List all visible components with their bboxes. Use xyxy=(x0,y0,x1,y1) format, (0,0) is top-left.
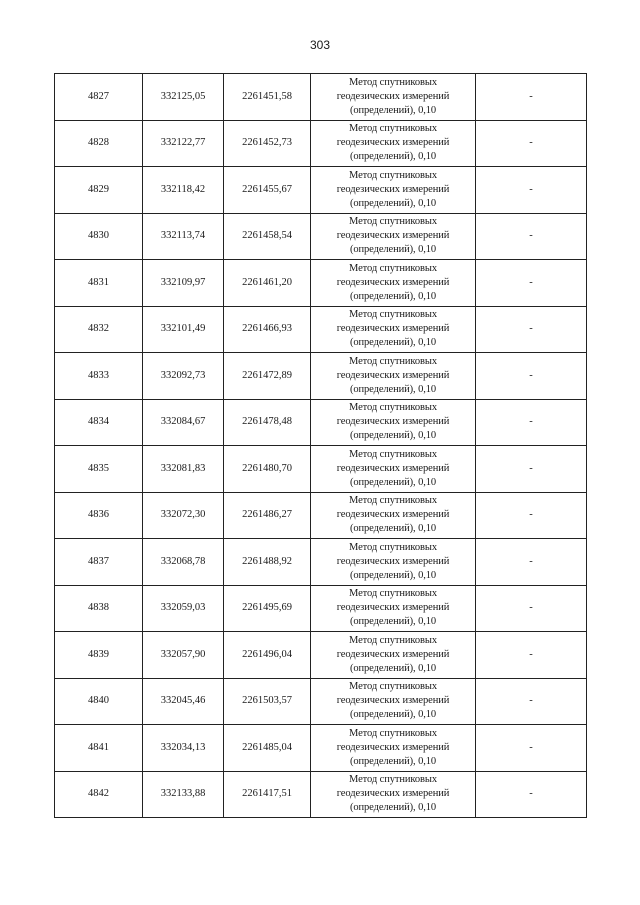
method-line: геодезических измерений xyxy=(336,230,450,242)
x-coordinate-cell: 332118,42 xyxy=(143,167,224,214)
method-line: (определений), 0,10 xyxy=(349,383,437,395)
method-line: (определений), 0,10 xyxy=(349,197,437,209)
y-coordinate-cell: 2261485,04 xyxy=(224,725,311,772)
y-coordinate-cell: 2261417,51 xyxy=(224,771,311,818)
point-number-cell: 4828 xyxy=(55,120,143,167)
method-line: Метод спутниковых xyxy=(349,262,437,274)
method-line: (определений), 0,10 xyxy=(349,337,437,349)
method-line: Метод спутниковых xyxy=(349,123,437,135)
method-line: (определений), 0,10 xyxy=(349,476,437,488)
note-cell: - xyxy=(476,771,587,818)
point-number-cell: 4834 xyxy=(55,399,143,446)
method-cell xyxy=(311,446,476,493)
x-coordinate-cell: 332081,83 xyxy=(143,446,224,493)
method-line: Метод спутниковых xyxy=(349,216,437,228)
x-coordinate-cell: 332125,05 xyxy=(143,74,224,121)
y-coordinate-cell: 2261451,58 xyxy=(224,74,311,121)
method-line: Метод спутниковых xyxy=(349,355,437,367)
method-line: Метод спутниковых xyxy=(349,681,437,693)
point-number-cell: 4838 xyxy=(55,585,143,632)
x-coordinate-cell: 332113,74 xyxy=(143,213,224,260)
note-cell: - xyxy=(476,725,587,772)
method-line: (определений), 0,10 xyxy=(349,569,437,581)
table-row xyxy=(55,585,587,632)
note-cell: - xyxy=(476,539,587,586)
table-row xyxy=(55,306,587,353)
method-line: геодезических измерений xyxy=(336,90,450,102)
table-row xyxy=(55,120,587,167)
method-line: Метод спутниковых xyxy=(349,774,437,786)
x-coordinate-cell: 332072,30 xyxy=(143,492,224,539)
method-line: Метод спутниковых xyxy=(349,634,437,646)
note-cell: - xyxy=(476,678,587,725)
y-coordinate-cell: 2261496,04 xyxy=(224,632,311,679)
method-cell xyxy=(311,167,476,214)
y-coordinate-cell: 2261495,69 xyxy=(224,585,311,632)
method-line: геодезических измерений xyxy=(336,695,450,707)
method-cell xyxy=(311,771,476,818)
table-row xyxy=(55,446,587,493)
y-coordinate-cell: 2261452,73 xyxy=(224,120,311,167)
point-number-cell: 4835 xyxy=(55,446,143,493)
x-coordinate-cell: 332133,88 xyxy=(143,771,224,818)
x-coordinate-cell: 332109,97 xyxy=(143,260,224,307)
method-line: геодезических измерений xyxy=(336,602,450,614)
table-row xyxy=(55,353,587,400)
table-row xyxy=(55,678,587,725)
method-line: (определений), 0,10 xyxy=(349,662,437,674)
table-row xyxy=(55,399,587,446)
page-number: 303 xyxy=(309,38,331,52)
x-coordinate-cell: 332084,67 xyxy=(143,399,224,446)
note-cell: - xyxy=(476,260,587,307)
y-coordinate-cell: 2261503,57 xyxy=(224,678,311,725)
method-line: геодезических измерений xyxy=(336,462,450,474)
point-number-cell: 4842 xyxy=(55,771,143,818)
point-number-cell: 4840 xyxy=(55,678,143,725)
method-cell xyxy=(311,74,476,121)
y-coordinate-cell: 2261480,70 xyxy=(224,446,311,493)
method-line: Метод спутниковых xyxy=(349,727,437,739)
note-cell: - xyxy=(476,446,587,493)
method-cell xyxy=(311,213,476,260)
method-line: (определений), 0,10 xyxy=(349,523,437,535)
method-line: Метод спутниковых xyxy=(349,309,437,321)
method-line: (определений), 0,10 xyxy=(349,290,437,302)
method-line: Метод спутниковых xyxy=(349,588,437,600)
method-line: (определений), 0,10 xyxy=(349,755,437,767)
method-line: Метод спутниковых xyxy=(349,169,437,181)
y-coordinate-cell: 2261488,92 xyxy=(224,539,311,586)
method-line: геодезических измерений xyxy=(336,741,450,753)
method-cell xyxy=(311,585,476,632)
table-row xyxy=(55,725,587,772)
method-line: (определений), 0,10 xyxy=(349,709,437,721)
method-line: геодезических измерений xyxy=(336,323,450,335)
method-line: (определений), 0,10 xyxy=(349,430,437,442)
x-coordinate-cell: 332057,90 xyxy=(143,632,224,679)
method-cell xyxy=(311,725,476,772)
method-line: Метод спутниковых xyxy=(349,495,437,507)
method-line: геодезических измерений xyxy=(336,509,450,521)
method-line: Метод спутниковых xyxy=(349,76,437,88)
method-line: геодезических измерений xyxy=(336,648,450,660)
note-cell: - xyxy=(476,213,587,260)
note-cell: - xyxy=(476,120,587,167)
method-line: геодезических измерений xyxy=(336,555,450,567)
table-row xyxy=(55,74,587,121)
table-row xyxy=(55,632,587,679)
y-coordinate-cell: 2261466,93 xyxy=(224,306,311,353)
method-cell xyxy=(311,353,476,400)
method-line: Метод спутниковых xyxy=(349,448,437,460)
y-coordinate-cell: 2261486,27 xyxy=(224,492,311,539)
note-cell: - xyxy=(476,353,587,400)
x-coordinate-cell: 332068,78 xyxy=(143,539,224,586)
table-row xyxy=(55,492,587,539)
point-number-cell: 4841 xyxy=(55,725,143,772)
table-row xyxy=(55,260,587,307)
note-cell: - xyxy=(476,399,587,446)
point-number-cell: 4827 xyxy=(55,74,143,121)
note-cell: - xyxy=(476,492,587,539)
x-coordinate-cell: 332092,73 xyxy=(143,353,224,400)
method-line: (определений), 0,10 xyxy=(349,802,437,814)
method-cell xyxy=(311,539,476,586)
method-line: геодезических измерений xyxy=(336,137,450,149)
x-coordinate-cell: 332034,13 xyxy=(143,725,224,772)
x-coordinate-cell: 332101,49 xyxy=(143,306,224,353)
x-coordinate-cell: 332122,77 xyxy=(143,120,224,167)
note-cell: - xyxy=(476,167,587,214)
note-cell: - xyxy=(476,306,587,353)
method-cell xyxy=(311,492,476,539)
note-cell: - xyxy=(476,585,587,632)
method-line: геодезических измерений xyxy=(336,369,450,381)
table-row xyxy=(55,539,587,586)
point-number-cell: 4832 xyxy=(55,306,143,353)
method-line: геодезических измерений xyxy=(336,183,450,195)
method-line: (определений), 0,10 xyxy=(349,244,437,256)
method-cell xyxy=(311,399,476,446)
method-line: (определений), 0,10 xyxy=(349,616,437,628)
note-cell: - xyxy=(476,632,587,679)
method-cell xyxy=(311,260,476,307)
point-number-cell: 4831 xyxy=(55,260,143,307)
method-line: Метод спутниковых xyxy=(349,541,437,553)
coordinates-table xyxy=(54,73,587,818)
x-coordinate-cell: 332045,46 xyxy=(143,678,224,725)
coordinates-table-body xyxy=(55,74,587,818)
method-line: (определений), 0,10 xyxy=(349,151,437,163)
y-coordinate-cell: 2261458,54 xyxy=(224,213,311,260)
method-cell xyxy=(311,306,476,353)
method-line: геодезических измерений xyxy=(336,416,450,428)
method-line: Метод спутниковых xyxy=(349,402,437,414)
table-row xyxy=(55,213,587,260)
point-number-cell: 4836 xyxy=(55,492,143,539)
method-line: (определений), 0,10 xyxy=(349,104,437,116)
table-row xyxy=(55,771,587,818)
note-cell: - xyxy=(476,74,587,121)
x-coordinate-cell: 332059,03 xyxy=(143,585,224,632)
method-line: геодезических измерений xyxy=(336,788,450,800)
method-cell xyxy=(311,632,476,679)
table-row xyxy=(55,167,587,214)
y-coordinate-cell: 2261472,89 xyxy=(224,353,311,400)
point-number-cell: 4830 xyxy=(55,213,143,260)
method-line: геодезических измерений xyxy=(336,276,450,288)
y-coordinate-cell: 2261461,20 xyxy=(224,260,311,307)
point-number-cell: 4833 xyxy=(55,353,143,400)
method-cell xyxy=(311,120,476,167)
point-number-cell: 4837 xyxy=(55,539,143,586)
point-number-cell: 4839 xyxy=(55,632,143,679)
y-coordinate-cell: 2261455,67 xyxy=(224,167,311,214)
point-number-cell: 4829 xyxy=(55,167,143,214)
y-coordinate-cell: 2261478,48 xyxy=(224,399,311,446)
method-cell xyxy=(311,678,476,725)
